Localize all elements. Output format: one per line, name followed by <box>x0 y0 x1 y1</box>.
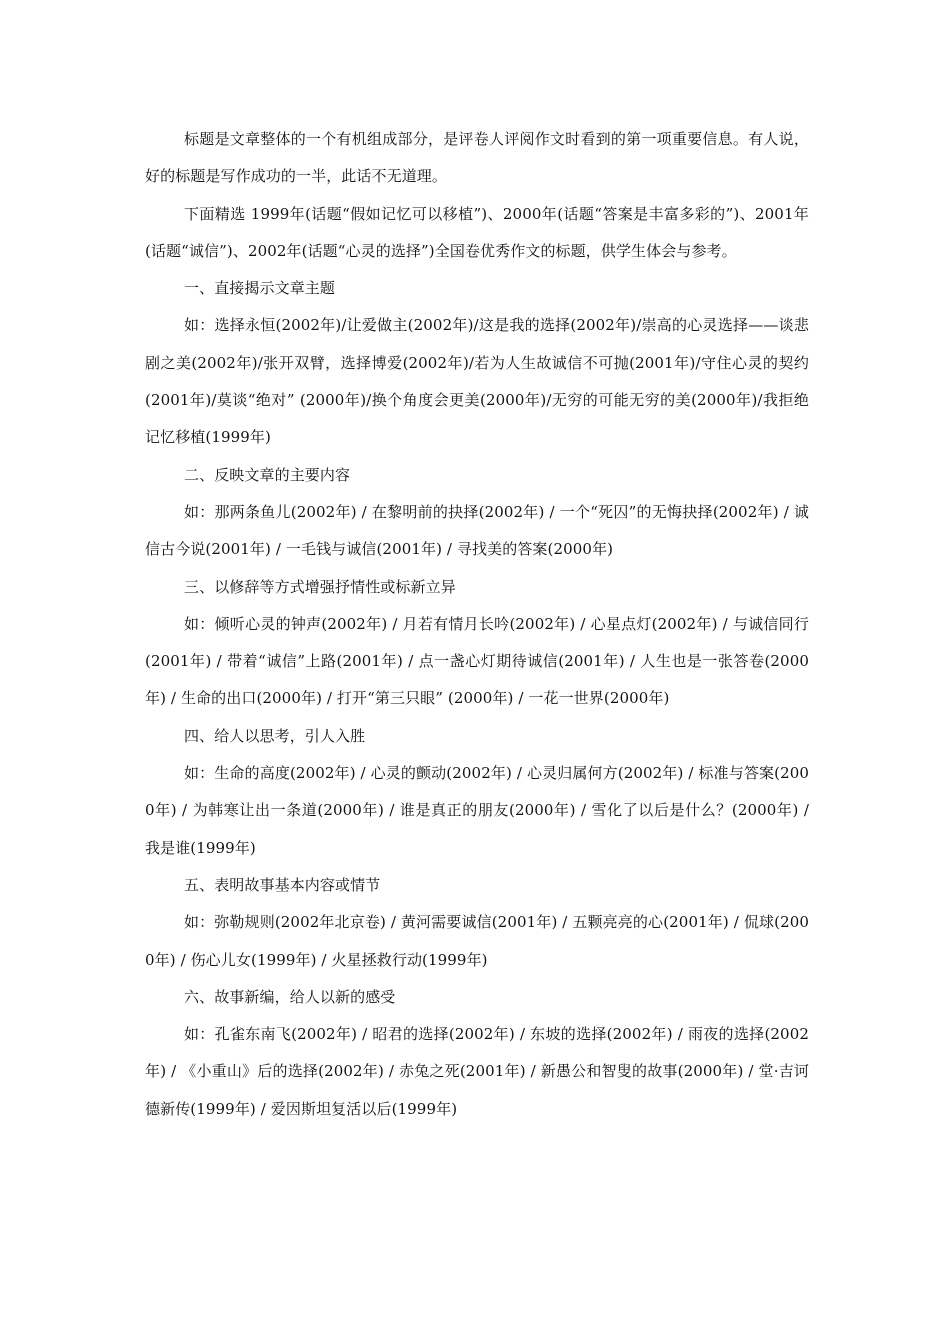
section-examples-5: 如：弥勒规则(2002年北京卷) / 黄河需要诚信(2001年) / 五颗亮亮的心(2001年) / 侃球(2000年) / 伤心儿女(1999年) / 火星拯救行动(1999年) <box>145 913 809 969</box>
section-heading-4: 四、给人以思考，引人入胜 <box>184 726 366 745</box>
section-heading-2: 二、反映文章的主要内容 <box>184 465 351 484</box>
section-examples-2: 如：那两条鱼儿(2002年) / 在黎明前的抉择(2002年) / 一个“死囚”的无悔抉择(2002年) / 诚信古今说(2001年) / 一毛钱与诚信(2001年) / 寻找美的答案(2000年) <box>145 502 809 559</box>
selection-paragraph: 下面精选 1999年(话题“假如记忆可以移植”)、2000年(话题“答案是丰富多彩的”)、2001年(话题“诚信”)、2002年(话题“心灵的选择”)全国卷优秀作文的标题，供学生体会与参考。 <box>145 204 809 260</box>
intro-paragraph: 标题是文章整体的一个有机组成部分，是评卷人评阅作文时看到的第一项重要信息。有人说，好的标题是写作成功的一半，此话不无道理。 <box>145 130 809 186</box>
section-examples-1: 如：选择永恒(2002年)/让爱做主(2002年)/这是我的选择(2002年)/崇高的心灵选择——谈悲剧之美(2002年)/张开双臂，选择博爱(2002年)/若为人生故诚信不可抛(2001年)/守住心灵的契约(2001年)/莫谈“绝对” (2000年)/换个角度会更美(2000年)/无穷的可能无穷的美(2000年)/我拒绝记忆移植(1999年) <box>145 316 809 447</box>
section-examples-4: 如：生命的高度(2002年) / 心灵的颤动(2002年) / 心灵归属何方(2002年) / 标准与答案(2000年) / 为韩寒让出一条道(2000年) / 谁是真正的朋友(2000年) / 雪化了以后是什么？(2000年) / 我是谁(1999年) <box>145 764 809 857</box>
section-heading-3: 三、以修辞等方式增强抒情性或标新立异 <box>184 577 456 596</box>
document-body <box>145 121 809 1128</box>
section-heading-6: 六、故事新编，给人以新的感受 <box>184 987 396 1006</box>
section-examples-6: 如：孔雀东南飞(2002年) / 昭君的选择(2002年) / 东坡的选择(2002年) / 雨夜的选择(2002年) / 《小重山》后的选择(2002年) / 赤兔之死(2001年) / 新愚公和智叟的故事(2000年) / 堂·吉诃德新传(1999年) / 爱因斯坦复活以后(1999年) <box>145 1025 809 1118</box>
section-heading-1: 一、直接揭示文章主题 <box>184 279 336 298</box>
section-examples-3: 如：倾听心灵的钟声(2002年) / 月若有情月长吟(2002年) / 心星点灯(2002年) / 与诚信同行(2001年) / 带着“诚信”上路(2001年) / 点一盏心灯期待诚信(2001年) / 人生也是一张答卷(2000年) / 生命的出口(2000年) / 打开“第三只眼” (2000年) / 一花一世界(2000年) <box>145 614 809 708</box>
section-heading-5: 五、表明故事基本内容或情节 <box>184 875 381 894</box>
